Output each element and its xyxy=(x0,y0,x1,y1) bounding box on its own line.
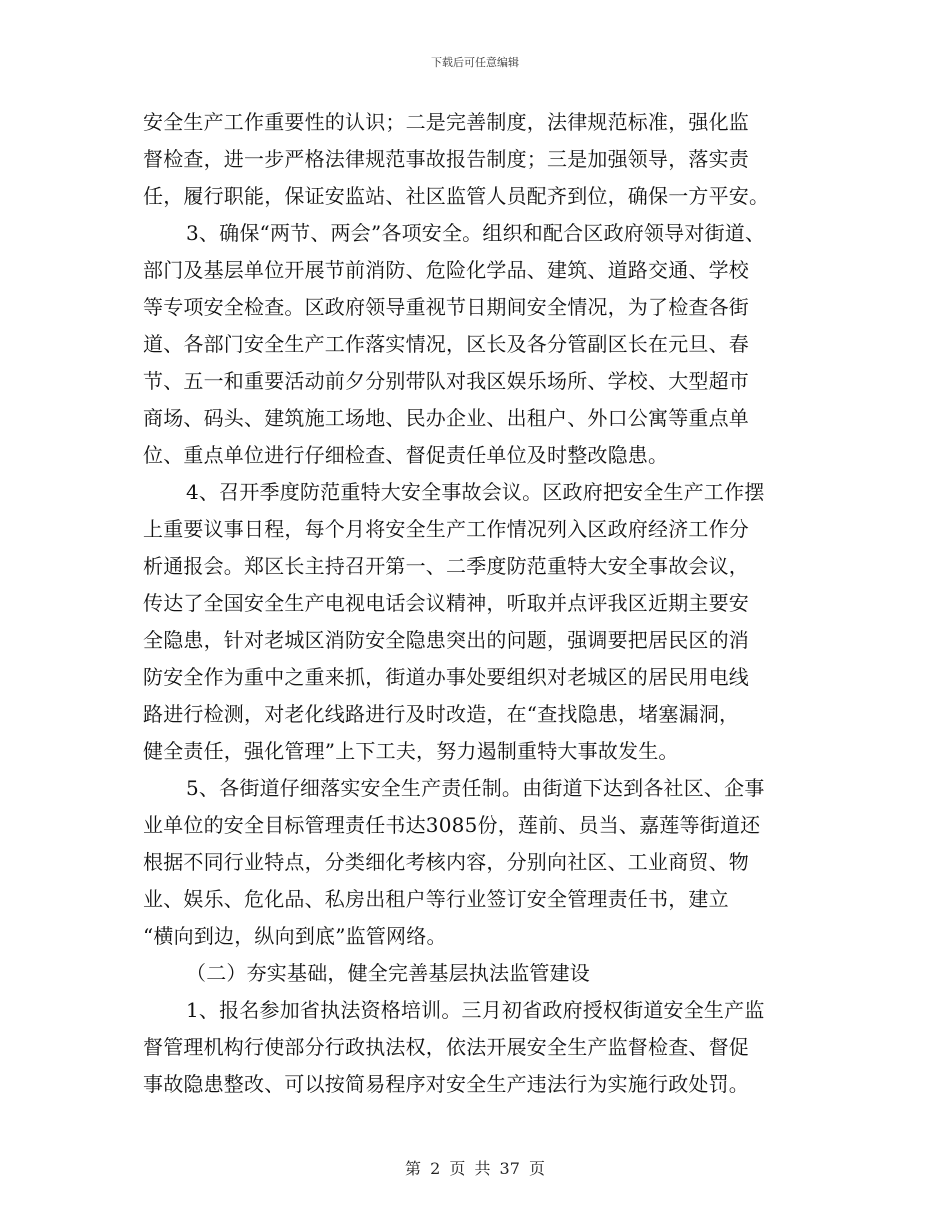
document-body xyxy=(143,104,823,1103)
text-line: “横向到边，纵向到底”监管网络。 xyxy=(143,924,447,948)
text-line: 道、各部门安全生产工作落实情况，区长及各分管副区长在元旦、春 xyxy=(143,332,749,356)
text-line: 析通报会。郑区长主持召开第一、二季度防范重特大安全事故会议， xyxy=(143,554,749,578)
text-line: 等专项安全检查。区政府领导重视节日期间安全情况，为了检查各街 xyxy=(143,295,749,319)
text-line: 安全生产工作重要性的认识；二是完善制度，法律规范标准，强化监 xyxy=(143,110,749,134)
text-line: 商场、码头、建筑施工场地、民办企业、出租户、外口公寓等重点单 xyxy=(143,406,749,430)
text-line: 4、召开季度防范重特大安全事故会议。区政府把安全生产工作摆 xyxy=(186,480,765,504)
text-line: （二）夯实基础，健全完善基层执法监管建设 xyxy=(186,961,590,985)
text-line: 传达了全国安全生产电视电话会议精神，听取并点评我区近期主要安 xyxy=(143,591,749,615)
text-line: 路进行检测，对老化线路进行及时改造，在“查找隐患，堵塞漏洞， xyxy=(143,702,740,726)
text-line: 节、五一和重要活动前夕分别带队对我区娱乐场所、学校、大型超市 xyxy=(143,369,749,393)
text-line: 1、报名参加省执法资格培训。三月初省政府授权街道安全生产监 xyxy=(186,998,765,1022)
text-line: 督管理机构行使部分行政执法权，依法开展安全生产监督检查、督促 xyxy=(143,1035,749,1059)
text-line: 业、娱乐、危化品、私房出租户等行业签订安全管理责任书，建立 xyxy=(143,887,729,911)
text-line: 督检查，进一步严格法律规范事故报告制度；三是加强领导，落实责 xyxy=(143,147,749,171)
text-line: 事故隐患整改、可以按简易程序对安全生产违法行为实施行政处罚。 xyxy=(143,1072,749,1096)
text-line: 业单位的安全目标管理责任书达3085份，莲前、员当、嘉莲等街道还 xyxy=(143,813,761,837)
text-line: 全隐患，针对老城区消防安全隐患突出的问题，强调要把居民区的消 xyxy=(143,628,749,652)
text-line: 任，履行职能，保证安监站、社区监管人员配齐到位，确保一方平安。 xyxy=(143,184,770,208)
text-line: 3、确保“两节、两会”各项安全。组织和配合区政府领导对街道、 xyxy=(186,221,766,245)
text-line: 部门及基层单位开展节前消防、危险化学品、建筑、道路交通、学校 xyxy=(143,258,749,282)
text-line: 防安全作为重中之重来抓，街道办事处要组织对老城区的居民用电线 xyxy=(143,665,749,689)
text-line: 5、各街道仔细落实安全生产责任制。由街道下达到各社区、企事 xyxy=(186,776,765,800)
page-number: 第 2 页 共 37 页 xyxy=(405,1159,545,1178)
text-line: 上重要议事日程，每个月将安全生产工作情况列入区政府经济工作分 xyxy=(143,517,749,541)
text-line: 根据不同行业特点，分类细化考核内容，分别向社区、工业商贸、物 xyxy=(143,850,749,874)
page-header-note: 下载后可任意编辑 xyxy=(431,56,519,69)
text-line: 位、重点单位进行仔细检查、督促责任单位及时整改隐患。 xyxy=(143,443,669,467)
text-line: 健全责任，强化管理”上下工夫，努力遏制重特大事故发生。 xyxy=(143,739,679,763)
